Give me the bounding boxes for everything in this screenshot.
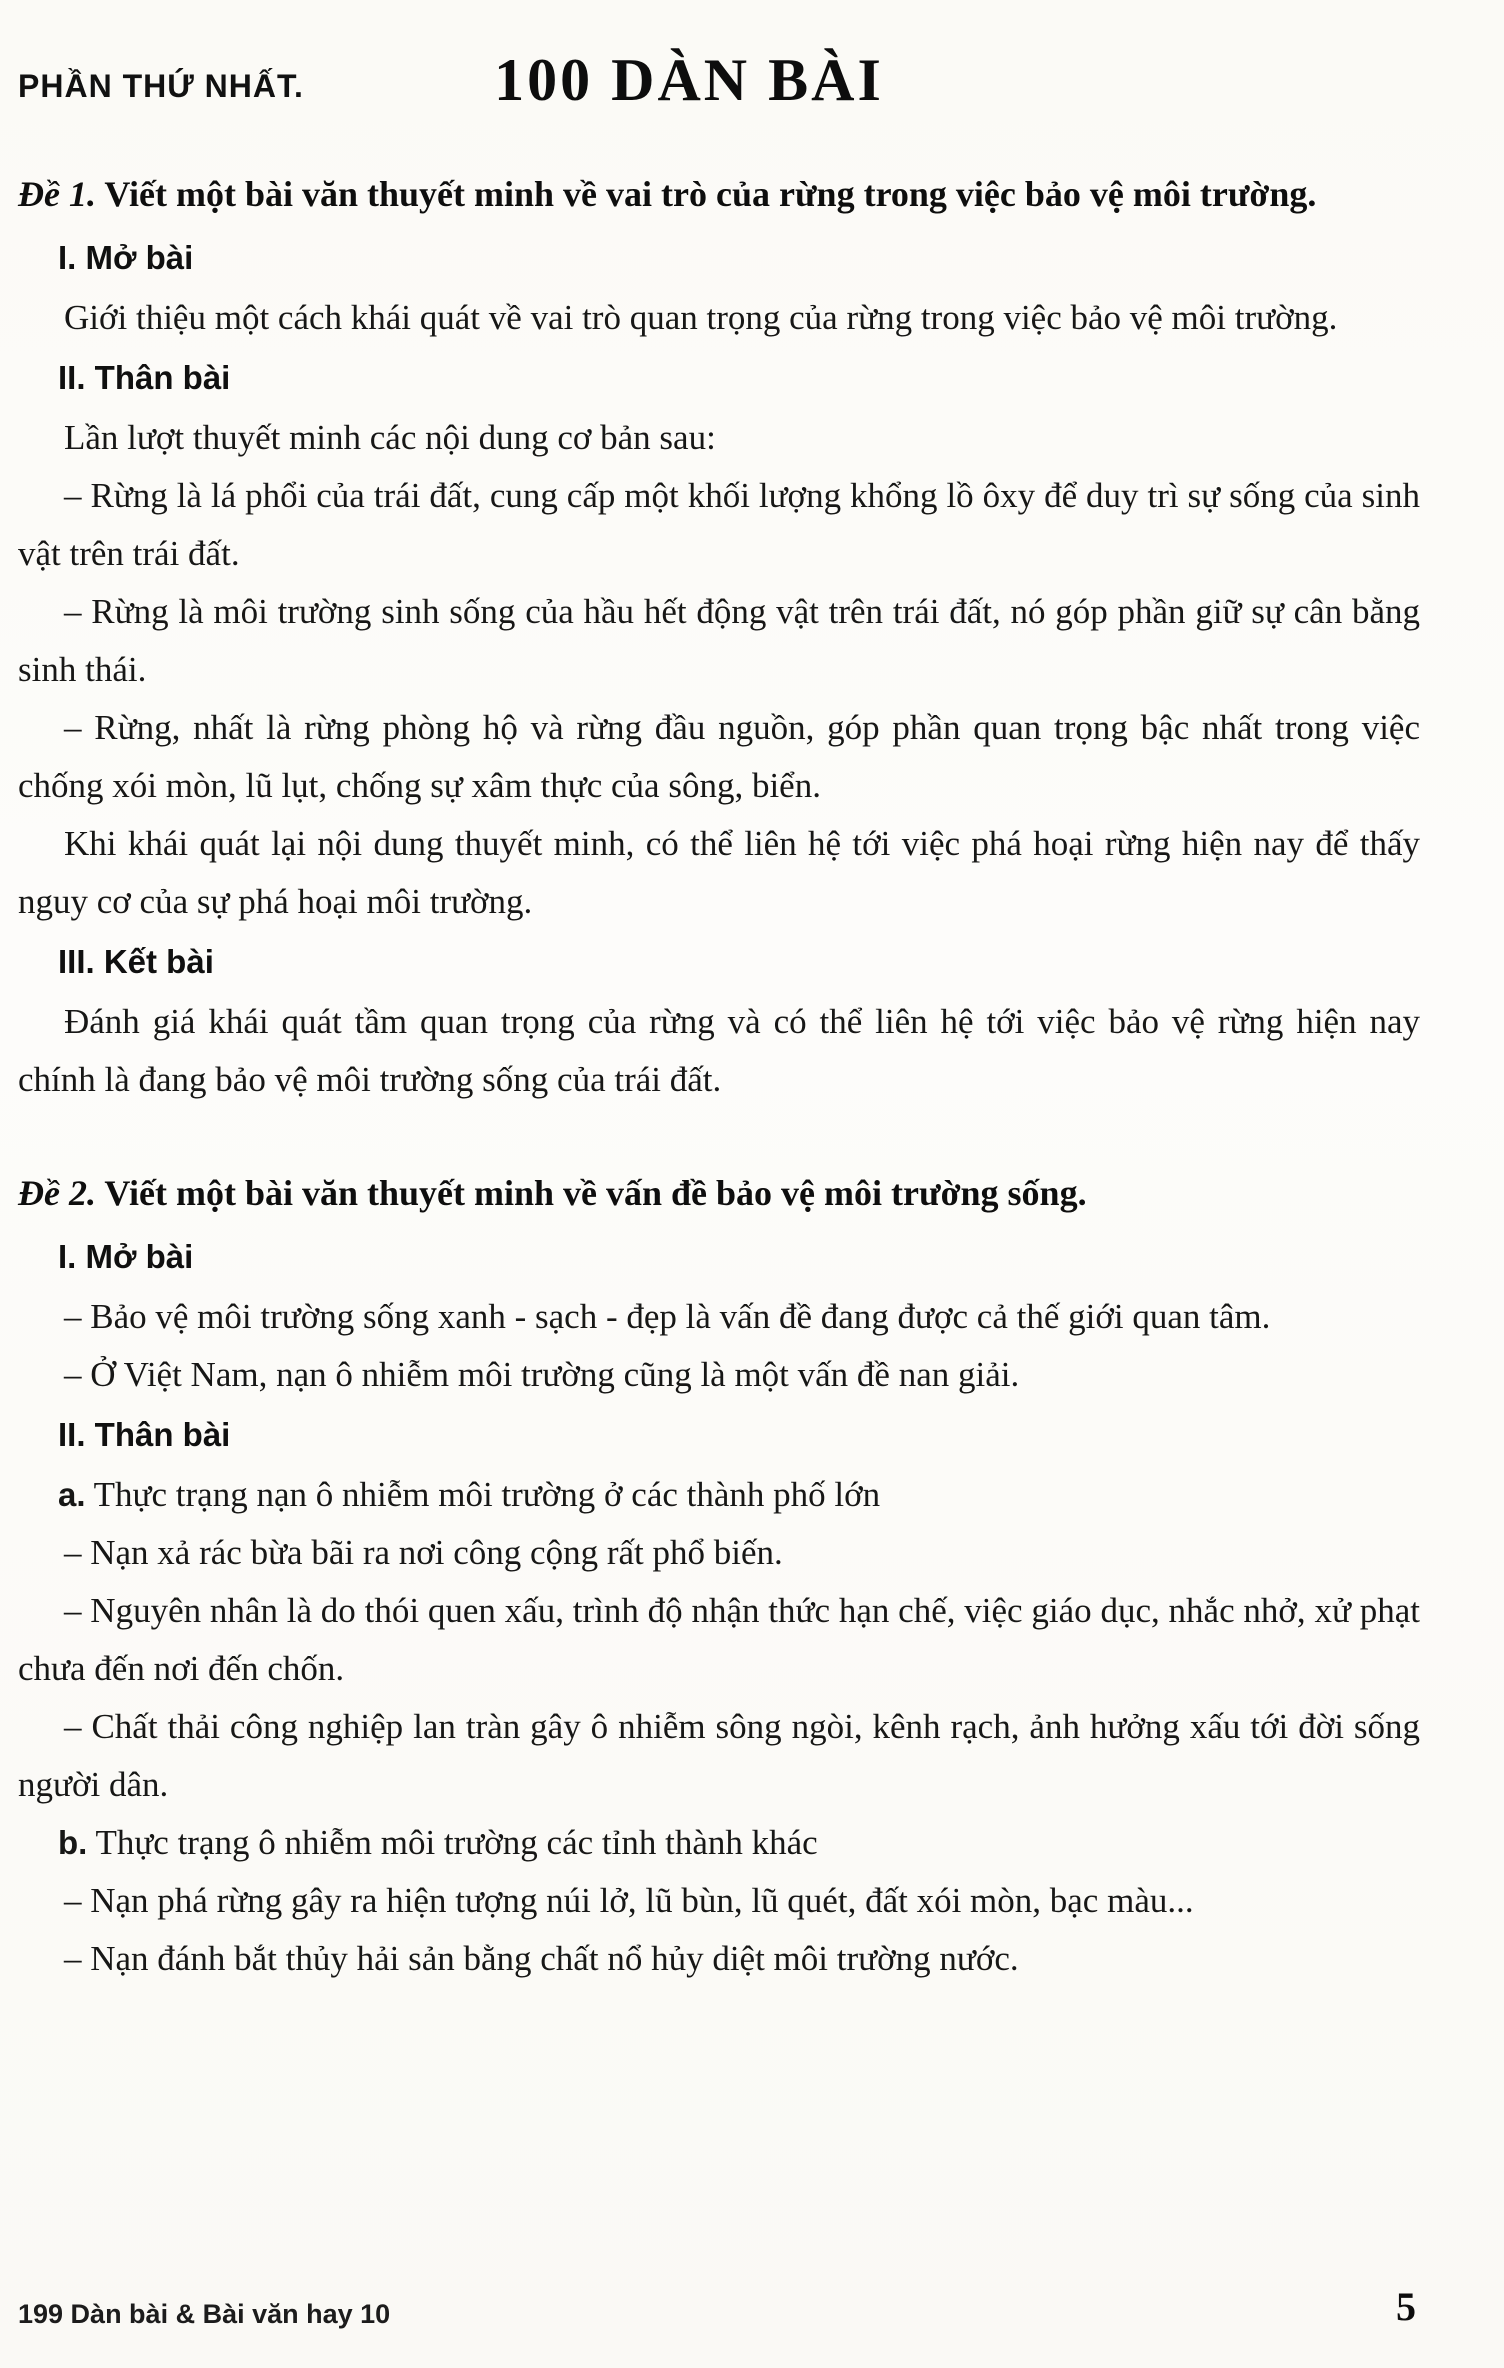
outline-item: – Bảo vệ môi trường sống xanh - sạch - đẹp là vấn đề đang được cả thế giới quan tâm.: [64, 1297, 1271, 1336]
page-title: 100 DÀN BÀI: [494, 47, 884, 113]
page-number: 5: [1396, 2284, 1416, 2329]
topic-number: Đề 1.: [18, 174, 96, 214]
outline-item: – Rừng là môi trường sinh sống của hầu hết động vật trên trái đất, nó góp phần giữ sự cân bằng sinh thái.: [18, 592, 1420, 689]
subsection-heading: [18, 1814, 1420, 1872]
section-heading: III. Kết bài: [58, 943, 214, 980]
outline-content: [18, 166, 1420, 1988]
subsection-label: a.: [58, 1476, 86, 1513]
paragraph: Giới thiệu một cách khái quát về vai trò quan trọng của rừng trong việc bảo vệ môi trường.: [64, 298, 1338, 337]
topic-heading: [18, 1165, 1420, 1222]
outline-item: – Nạn đánh bắt thủy hải sản bằng chất nổ hủy diệt môi trường nước.: [64, 1939, 1019, 1978]
subsection-label: b.: [58, 1824, 88, 1861]
outline-item: – Rừng là lá phổi của trái đất, cung cấp một khối lượng khổng lồ ôxy để duy trì sự sống của sinh vật trên trái đất.: [18, 476, 1420, 573]
outline-item: – Nguyên nhân là do thói quen xấu, trình độ nhận thức hạn chế, việc giáo dục, nhắc nhở, xử phạt chưa đến nơi đến chốn.: [18, 1591, 1420, 1688]
outline-item: – Rừng, nhất là rừng phòng hộ và rừng đầu nguồn, góp phần quan trọng bậc nhất trong việc chống xói mòn, lũ lụt, chống sự xâm thực của sông, biển.: [18, 708, 1420, 805]
subsection-heading: [18, 1466, 1420, 1524]
paragraph: Khi khái quát lại nội dung thuyết minh, có thể liên hệ tới việc phá hoại rừng hiện nay để thấy nguy cơ của sự phá hoại môi trường.: [18, 824, 1420, 921]
page-header: [18, 46, 1420, 142]
subsection-title: Thực trạng nạn ô nhiễm môi trường ở các thành phố lớn: [93, 1475, 881, 1514]
subsection-title: Thực trạng ô nhiễm môi trường các tỉnh thành khác: [95, 1823, 818, 1862]
outline-item: – Chất thải công nghiệp lan tràn gây ô nhiễm sông ngòi, kênh rạch, ảnh hưởng xấu tới đời sống người dân.: [18, 1707, 1420, 1804]
part-label: PHẦN THỨ NHẤT.: [18, 68, 304, 104]
paragraph: Đánh giá khái quát tầm quan trọng của rừng và có thể liên hệ tới việc bảo vệ rừng hiện nay chính là đang bảo vệ môi trường sống của trái đất.: [18, 1002, 1420, 1099]
section-heading: II. Thân bài: [58, 359, 231, 396]
outline-item: – Ở Việt Nam, nạn ô nhiễm môi trường cũng là một vấn đề nan giải.: [64, 1355, 1020, 1394]
paragraph: Lần lượt thuyết minh các nội dung cơ bản sau:: [64, 418, 716, 457]
page-footer: [18, 2283, 1420, 2330]
outline-item: – Nạn phá rừng gây ra hiện tượng núi lở, lũ bùn, lũ quét, đất xói mòn, bạc màu...: [64, 1881, 1194, 1920]
section-heading: I. Mở bài: [58, 1238, 194, 1275]
topic-number: Đề 2.: [18, 1173, 96, 1213]
topic-title: Viết một bài văn thuyết minh về vấn đề bảo vệ môi trường sống.: [104, 1173, 1087, 1213]
section-heading: I. Mở bài: [58, 239, 194, 276]
section-heading: II. Thân bài: [58, 1416, 231, 1453]
footer-book-title: 199 Dàn bài & Bài văn hay 10: [18, 2299, 391, 2329]
outline-item: – Nạn xả rác bừa bãi ra nơi công cộng rất phổ biến.: [64, 1533, 783, 1572]
topic-heading: [18, 166, 1420, 223]
topic-title: Viết một bài văn thuyết minh về vai trò của rừng trong việc bảo vệ môi trường.: [104, 174, 1317, 214]
